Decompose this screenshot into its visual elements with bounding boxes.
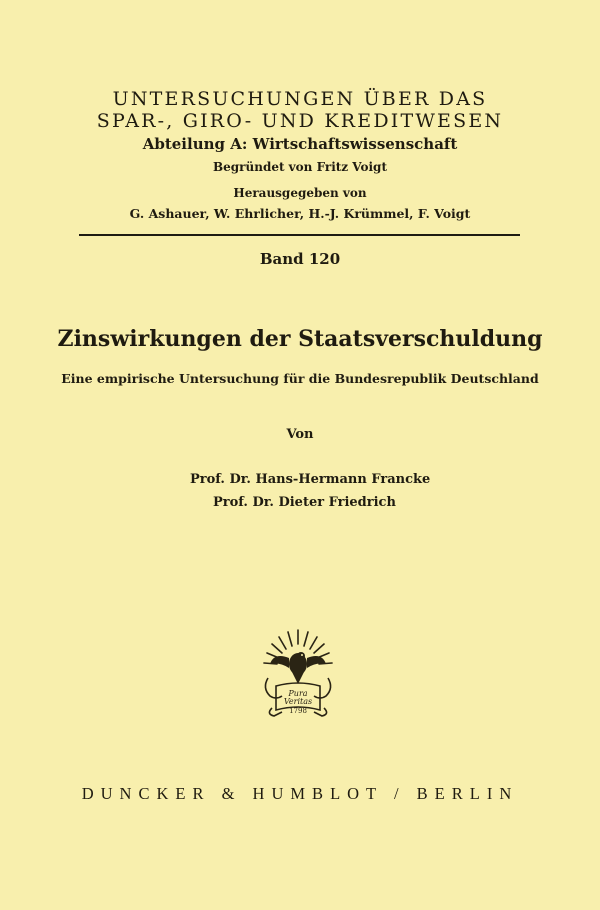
series-editors: G. Ashauer, W. Ehrlicher, H.-J. Krümmel, F. Voigt	[129, 206, 471, 221]
volume-number: Band 120	[259, 250, 341, 268]
series-title-line-2: SPAR-, GIRO- UND KREDITWESEN	[96, 110, 504, 132]
emblem-year: 1798	[289, 707, 307, 715]
series-title-line-1: UNTERSUCHUNGEN ÜBER DAS	[112, 88, 488, 110]
divider-rule	[79, 234, 520, 236]
book-subtitle: Eine empirische Untersuchung für die Bundesrepublik Deutschland	[61, 371, 539, 386]
editors-label: Herausgegeben von	[233, 186, 367, 200]
series-division: Abteilung A: Wirtschaftswissenschaft	[142, 135, 458, 153]
publisher: DUNCKER & HUMBLOT / BERLIN	[81, 784, 519, 803]
by-label: Von	[286, 427, 314, 442]
author-2: Prof. Dr. Dieter Friedrich	[213, 495, 396, 510]
eagle-emblem-icon	[252, 622, 344, 718]
book-title: Zinswirkungen der Staatsverschuldung	[57, 326, 543, 352]
emblem-text-2: Veritas	[283, 697, 313, 706]
author-1: Prof. Dr. Hans-Hermann Francke	[190, 472, 431, 487]
emblem-text-1: Pura	[288, 689, 308, 698]
series-founder: Begründet von Fritz Voigt	[213, 160, 387, 174]
